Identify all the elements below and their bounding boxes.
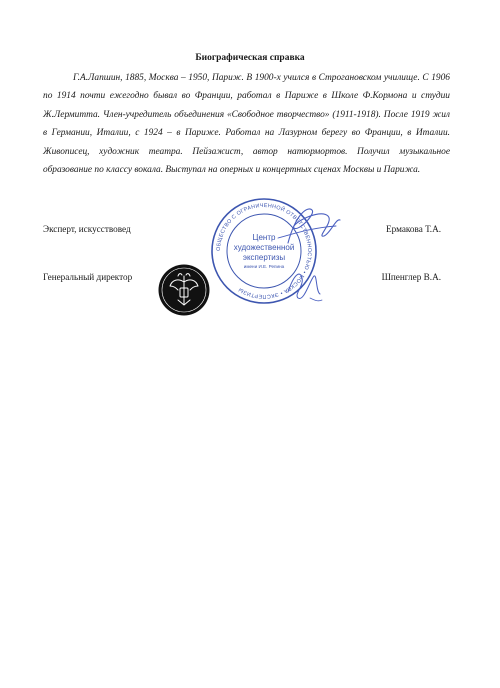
expert-name: Ермакова Т.А. [386,224,441,234]
stamp-ring-text: ОБЩЕСТВО С ОГРАНИЧЕННОЙ ОТВЕТСТВЕННОСТЬЮ • МОСКВА • ЭКСПЕРТИЗЫ [215,202,313,300]
biography-paragraph: Г.А.Лапшин, 1885, Москва – 1950, Париж. В 1900-х учился в Строгановском училище. С 1906 по 1914 почти ежегодно бывал во Франции, работал в Париже в Школе Ф.Кормона и студии Ж.Лермитта. Член-учредитель объединения «Свободное творчество» (1911-1918). После 1919 жил в Германии, Италии, с 1924 – в Париже. Работал на Лазурном берегу во Франции, в Италии. Живописец, художник театра. Пейзажист, автор натюрмортов. Получил музыкальное образование по классу вокала. Выступал на оперных и концертных сценах Москвы и Парижа. [43,73,450,176]
director-name: Шпенглер В.А. [381,272,441,282]
stamp-line-4: имени И.Е. Репина [243,264,285,269]
director-handwritten-signature [280,262,330,308]
stamp-line-2: художественной [233,243,295,252]
stamp-line-3: экспертизы [242,253,286,262]
eagle-seal-icon [158,264,210,316]
director-role: Генеральный директор [43,272,133,282]
stamp-line-1: Центр [252,233,276,242]
expert-handwritten-signature [268,198,348,258]
document-title: Биографическая справка [195,53,305,63]
expert-role: Эксперт, искусствовед [43,224,131,234]
